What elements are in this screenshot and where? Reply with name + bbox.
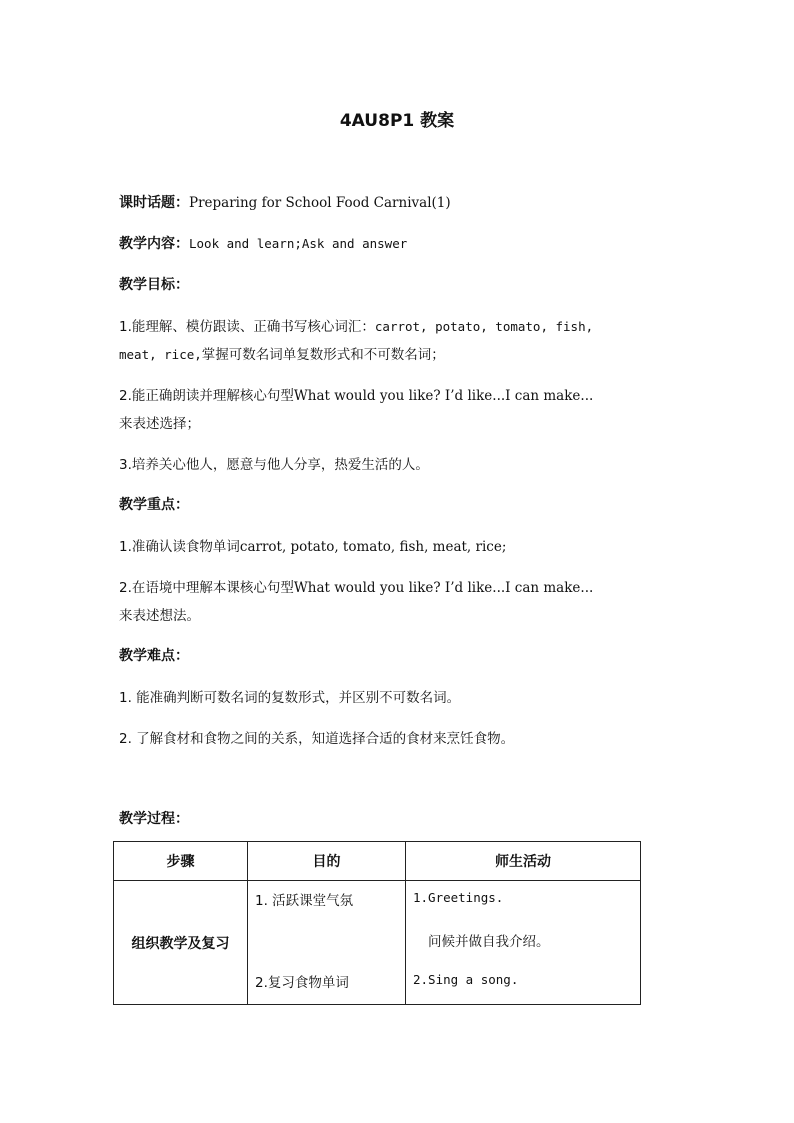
keypoints-heading: 教学重点： — [119, 497, 189, 513]
difficulty-2: 2. 了解食材和食物之间的关系，知道选择合适的食材来烹饪食物。 — [119, 731, 515, 747]
content-line — [119, 233, 407, 253]
step-cell: 组织教学及复习 — [114, 881, 248, 1005]
topic-label: 课时话题： — [119, 195, 189, 211]
column-header-goal: 目的 — [248, 842, 406, 881]
keypoint-2-line-1 — [119, 576, 593, 596]
column-header-step: 步骤 — [114, 842, 248, 881]
activity-1: 1.Greetings. — [413, 890, 504, 905]
objective-1-line-2 — [119, 343, 445, 363]
difficulties-heading: 教学难点： — [119, 648, 189, 664]
difficulty-1: 1. 能准确判断可数名词的复数形式，并区别不可数名词。 — [119, 690, 461, 706]
column-header-activity: 师生活动 — [406, 842, 641, 881]
keypoint-2-line-2: 来表述想法。 — [119, 608, 200, 624]
activity-1-note: 问候并做自我介绍。 — [428, 934, 550, 950]
table-header-row — [114, 842, 641, 881]
keypoint-1-text-cn: 1.准确认读食物单词 — [119, 539, 240, 555]
objective-1-text-en: carrot, potato, tomato, fish, — [374, 319, 594, 334]
process-heading: 教学过程： — [119, 811, 189, 827]
keypoint-1-line-1 — [119, 535, 506, 555]
objective-2-text-cn: 2.能正确朗读并理解核心句型 — [119, 388, 294, 404]
keypoint-2-text-cn: 2.在语境中理解本课核心句型 — [119, 580, 294, 596]
objective-2-text-en: What would you like? I’d like...I can make... — [293, 388, 594, 404]
goal-2: 2.复习食物单词 — [255, 975, 349, 991]
objectives-heading: 教学目标： — [119, 277, 189, 293]
process-table — [113, 841, 641, 1005]
objective-1-text-cn: 1.能理解、模仿跟读、正确书写核心词汇： — [119, 319, 375, 335]
objective-1-line-1 — [119, 315, 593, 335]
goal-1: 1. 活跃课堂气氛 — [255, 893, 354, 909]
objective-3-line-1: 3.培养关心他人，愿意与他人分享，热爱生活的人。 — [119, 457, 429, 473]
activity-cell — [406, 881, 641, 1005]
keypoint-2-text-en: What would you like? I’d like...I can make... — [293, 580, 594, 596]
objective-1-text-en-2: meat, rice, — [119, 347, 202, 362]
topic-value: Preparing for School Food Carnival(1) — [189, 195, 451, 211]
goal-cell — [248, 881, 406, 1005]
content-label: 教学内容： — [119, 236, 189, 252]
keypoint-1-text-en: carrot, potato, tomato, fish, meat, rice; — [239, 539, 507, 555]
topic-line — [119, 192, 451, 212]
content-value: Look and learn;Ask and answer — [189, 236, 408, 251]
page-title: 4AU8P1 教案 — [339, 111, 455, 131]
objective-2-line-1 — [119, 384, 593, 404]
objective-1-text-cn-2: 掌握可数名词单复数形式和不可数名词； — [201, 347, 445, 363]
activity-2: 2.Sing a song. — [413, 972, 519, 987]
table-row — [114, 881, 641, 1005]
objective-2-line-2: 来表述选择； — [119, 416, 200, 432]
